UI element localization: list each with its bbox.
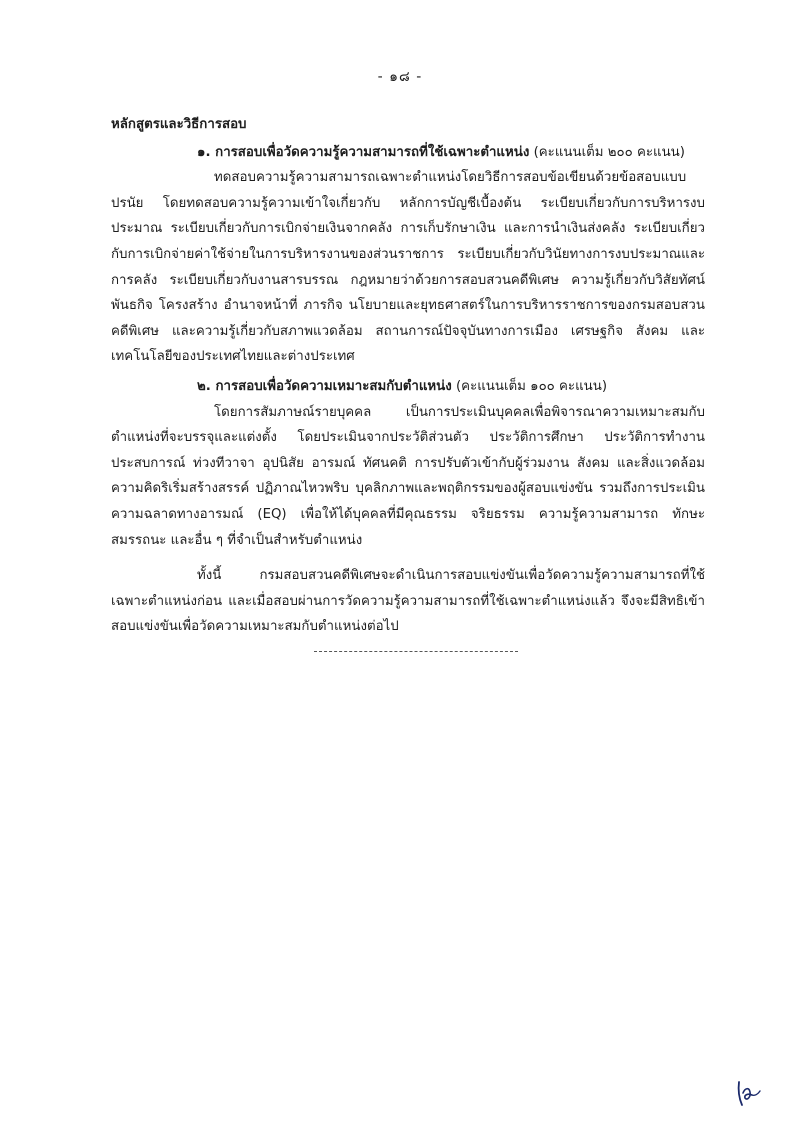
closing-paragraph: ทั้งนี้ กรมสอบสวนคดีพิเศษจะดำเนินการสอบแข่งขันเพื่อวัดความรู้ความสามารถที่ใช้เฉพาะตำแหน่งก่อน และเมื่อสอบผ่านการวัดความรู้ความสามารถที่ใช้เฉพาะตำแหน่งแล้ว จึงจะมีสิทธิเข้าสอบแข่งขันเพื่อวัดความเหมาะสมกับตำแหน่งต่อไป bbox=[111, 568, 705, 635]
section-body-interview: โดยการสัมภาษณ์รายบุคคล เป็นการประเมินบุคคลเพื่อพิจารณาความเหมาะสมกับตำแหน่งที่จะบรรจุและแต่งตั้ง โดยประเมินจากประวัติส่วนตัว ประวัติการศึกษา ประวัติการทำงาน ประสบการณ์ ท่วงทีวาจา อุปนิสัย อารมณ์ ทัศนคติ การปรับตัวเข้ากับผู้ร่วมงาน สังคม และสิ่งแวดล้อม ความคิดริเริ่มสร้างสรรค์ ปฏิภาณไหวพริบ บุคลิกภาพและพฤติกรรมของผู้สอบแข่งขัน รวมถึงการประเมินความฉลาดทางอารมณ์ (EQ) เพื่อให้ได้บุคคลที่มีคุณธรรม จริยธรรม ความรู้ความสามารถ ทักษะ สมรรถนะ และอื่น ๆ ที่จำเป็นสำหรับตำแหน่ง bbox=[111, 404, 705, 548]
page-number: - ๑๘ - bbox=[377, 69, 423, 85]
section-body-written-exam: ทดสอบความรู้ความสามารถเฉพาะตำแหน่งโดยวิธีการสอบข้อเขียนด้วยข้อสอบแบบปรนัย โดยทดสอบความรู้ความเข้าใจเกี่ยวกับ หลักการบัญชีเบื้องต้น ระเบียบเกี่ยวกับการบริหารงบประมาณ ระเบียบเกี่ยวกับการเบิกจ่ายเงินจากคลัง การเก็บรักษาเงิน และการนำเงินส่งคลัง ระเบียบเกี่ยวกับการเบิกจ่ายค่าใช้จ่ายในการบริหารงานของส่วนราชการ ระเบียบเกี่ยวกับวินัยทางการงบประมาณและการคลัง ระเบียบเกี่ยวกับงานสารบรรณ กฎหมายว่าด้วยการสอบสวนคดีพิเศษ ความรู้เกี่ยวกับวิสัยทัศน์ พันธกิจ โครงสร้าง อำนาจหน้าที่ ภารกิจ นโยบายและยุทธศาสตร์ในการบริหารราชการของกรมสอบสวนคดีพิเศษ และความรู้เกี่ยวกับสภาพแวดล้อม สถานการณ์ปัจจุบันทางการเมือง เศรษฐกิจ สังคม และเทคโนโลยีของประเทศไทยและต่างประเทศ bbox=[111, 170, 705, 365]
dashed-end-line bbox=[314, 651, 518, 652]
section-title-written-exam bbox=[111, 140, 705, 166]
section-written-exam bbox=[111, 140, 705, 370]
section-number: ๒. bbox=[197, 378, 211, 394]
section-score: (คะแนนเต็ม ๑๐๐ คะแนน) bbox=[455, 378, 608, 394]
document-body bbox=[111, 112, 705, 640]
section-number: ๑. bbox=[197, 144, 211, 160]
section-score: (คะแนนเต็ม ๒๐๐ คะแนน) bbox=[533, 144, 685, 160]
section-heading: หลักสูตรและวิธีการสอบ bbox=[111, 117, 247, 132]
section-title-text: การสอบเพื่อวัดความรู้ความสามารถที่ใช้เฉพาะตำแหน่ง bbox=[215, 144, 530, 160]
section-title-text: การสอบเพื่อวัดความเหมาะสมกับตำแหน่ง bbox=[215, 378, 452, 394]
section-title-interview bbox=[111, 374, 705, 400]
handwritten-initial-icon bbox=[734, 1074, 762, 1108]
section-interview bbox=[111, 374, 705, 553]
